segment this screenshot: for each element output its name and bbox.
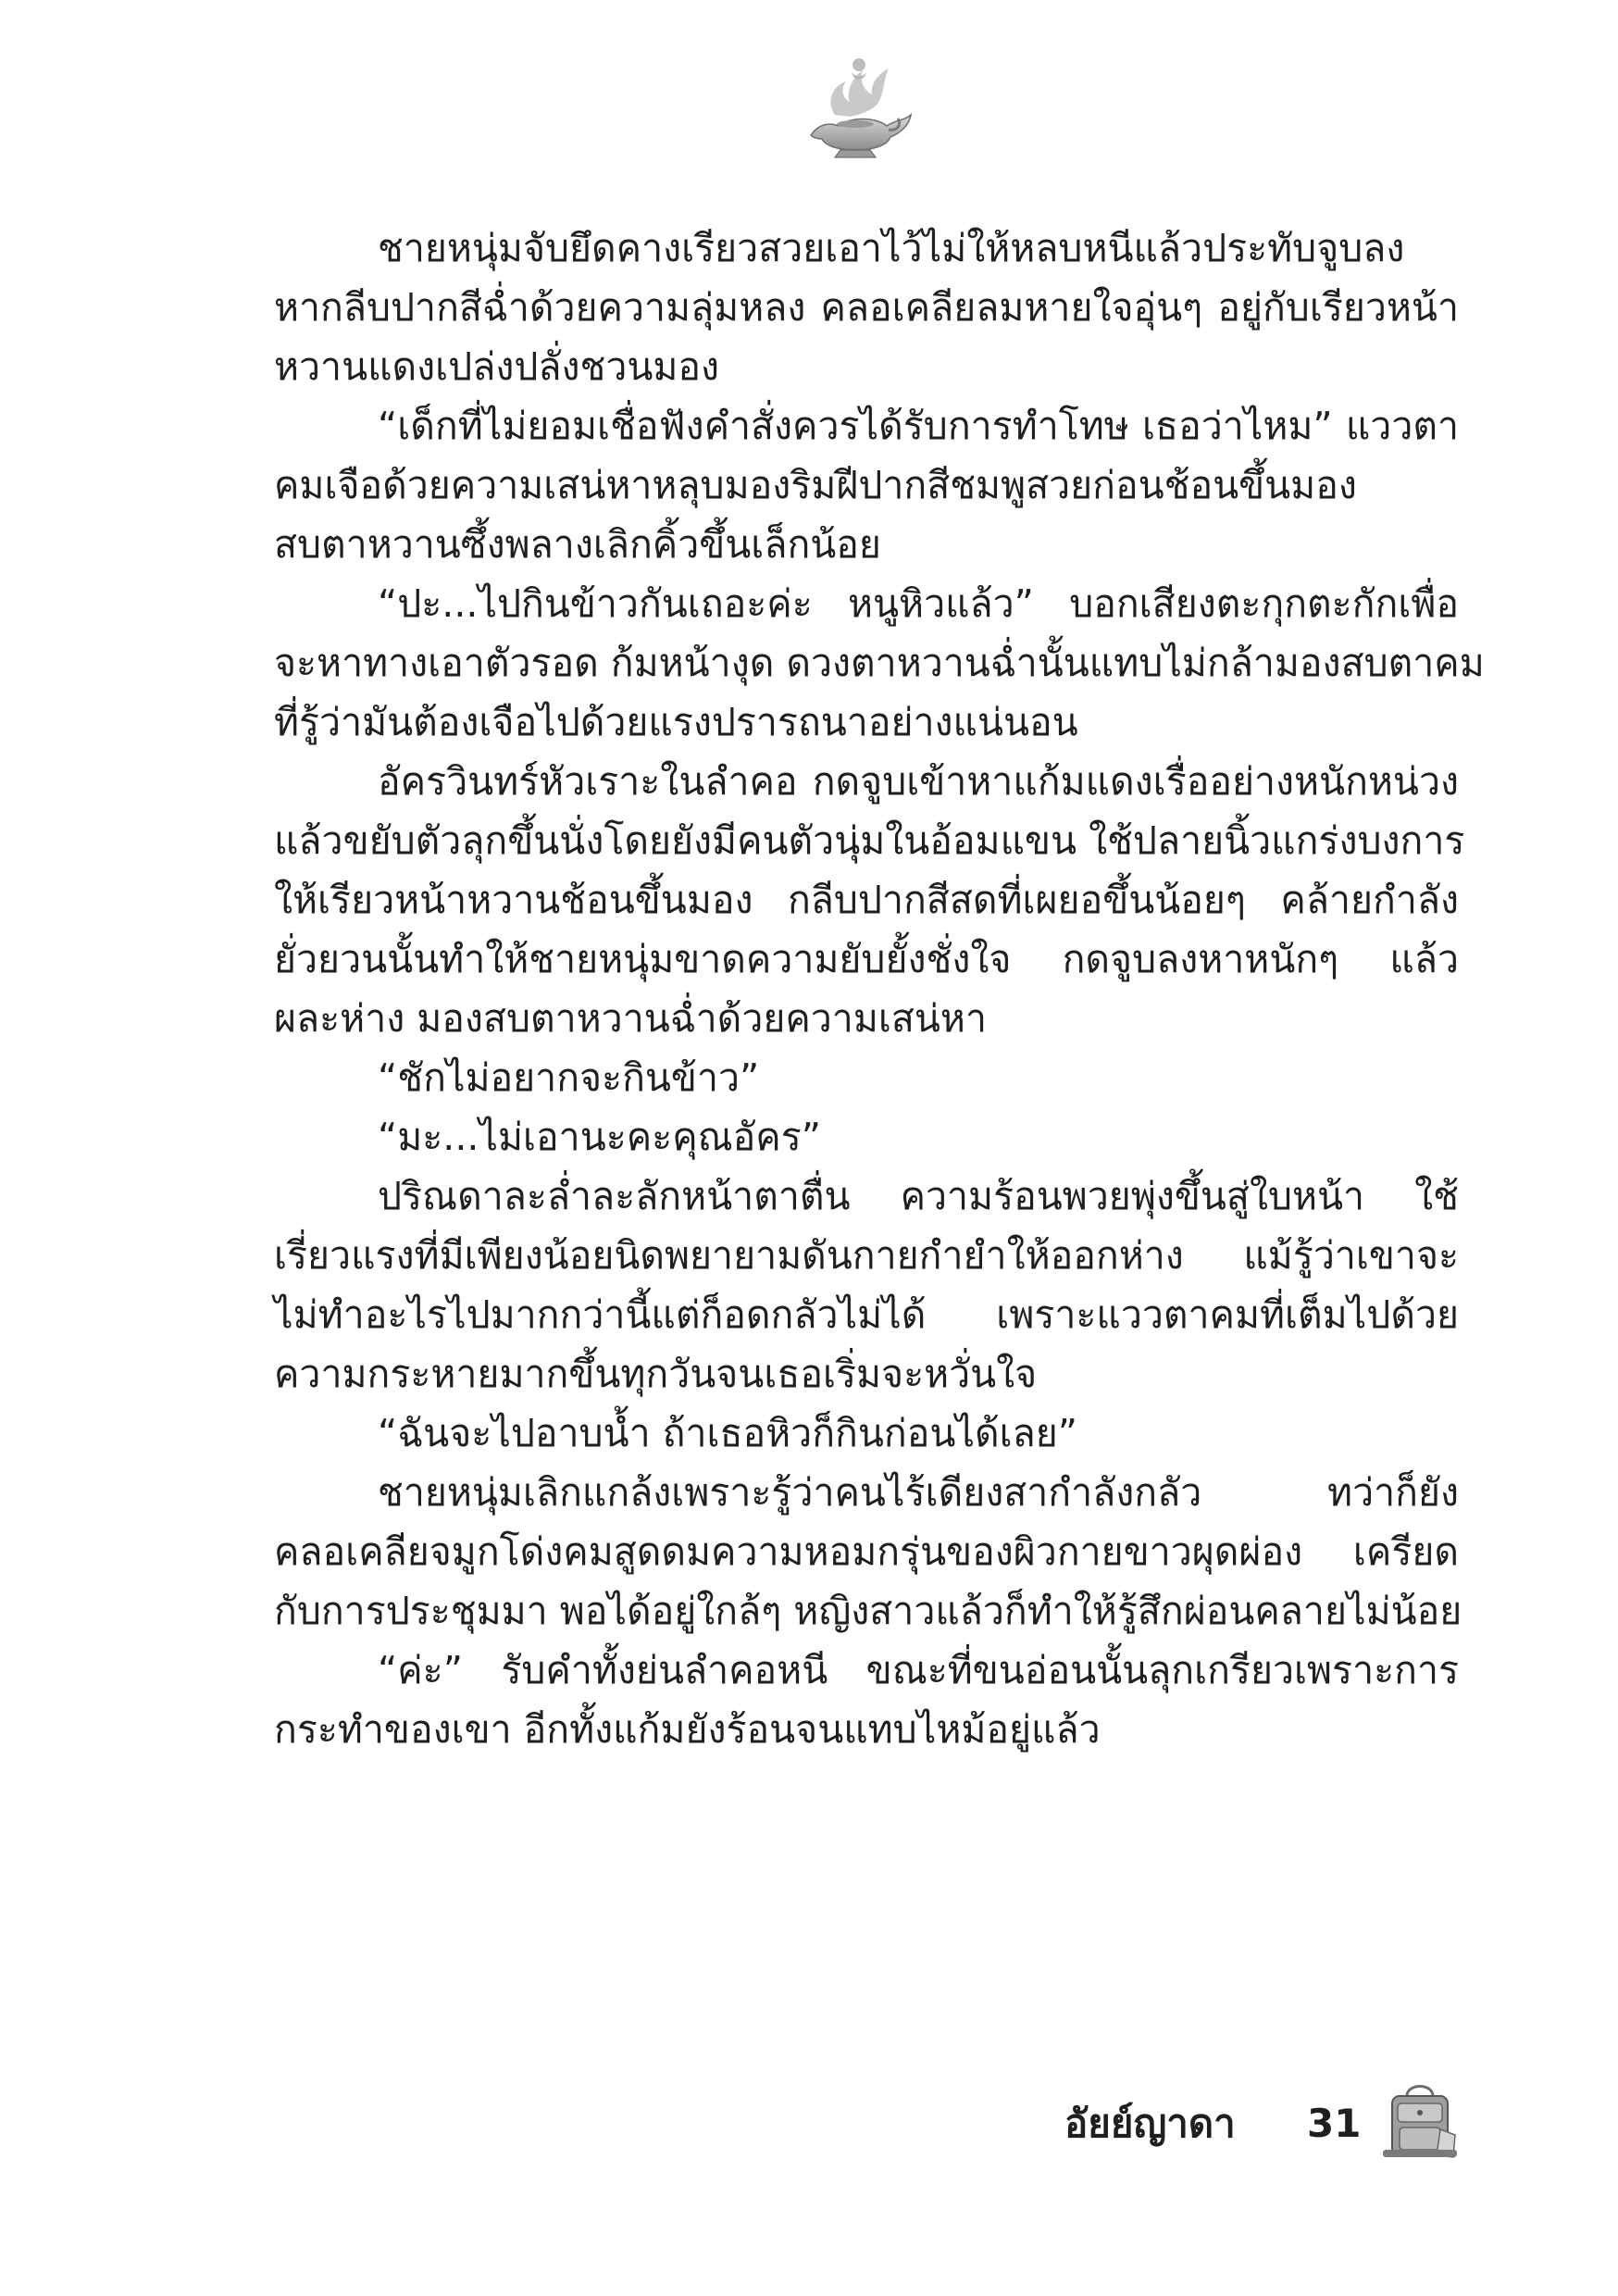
text-line: ปริณดาละล่ำละลักหน้าตาตื่น ความร้อนพวยพุ่งขึ้นสู่ใบหน้า ใช้ [378, 1174, 1459, 1218]
text-line: ความกระหายมากขึ้นทุกวันจนเธอเริ่มจะหวั่นใจ [274, 1352, 1038, 1396]
bag-icon [1379, 2076, 1461, 2165]
text-line: คลอเคลียจมูกโด่งคมสูดดมความหอมกรุ่นของผิวกายขาวผุดผ่อง เครียด [274, 1529, 1459, 1574]
text-line: สบตาหวานซึ้งพลางเลิกคิ้วขึ้นเล็กน้อย [274, 522, 881, 567]
text-line: เรี่ยวแรงที่มีเพียงน้อยนิดพยายามดันกายกำยำให้ออกห่าง แม้รู้ว่าเขาจะ [274, 1233, 1459, 1278]
text-line: หากลีบปากสีฉ่ำด้วยความลุ่มหลง คลอเคลียลมหายใจอุ่นๆ อยู่กับเรียวหน้า [274, 285, 1459, 330]
text-line: “ค่ะ” รับคำทั้งย่นลำคอหนี ขณะที่ขนอ่อนนั้นลุกเกรียวเพราะการ [378, 1648, 1459, 1692]
text-line: กับการประชุมมา พอได้อยู่ใกล้ๆ หญิงสาวแล้วก็ทำให้รู้สึกผ่อนคลายไม่น้อย [274, 1589, 1462, 1633]
text-line: อัครวินทร์หัวเราะในลำคอ กดจูบเข้าหาแก้มแดงเรื่ออย่างหนักหน่วง [378, 759, 1459, 804]
text-line: จะหาทางเอาตัวรอด ก้มหน้างุด ดวงตาหวานฉ่ำนั้นแทบไม่กล้ามองสบตาคม [274, 641, 1485, 685]
text-line: “ฉันจะไปอาบน้ำ ถ้าเธอหิวก็กินก่อนได้เลย” [378, 1411, 1077, 1455]
text-line: แล้วขยับตัวลุกขึ้นนั่งโดยยังมีคนตัวนุ่มในอ้อมแขน ใช้ปลายนิ้วแกร่งบงการ [274, 818, 1465, 863]
text-line: หวานแดงเปล่งปลั่งชวนมอง [274, 344, 720, 389]
text-line: ที่รู้ว่ามันต้องเจือไปด้วยแรงปรารถนาอย่างแน่นอน [274, 700, 1078, 744]
text-line: คมเจือด้วยความเสน่หาหลุบมองริมฝีปากสีชมพูสวยก่อนช้อนขึ้นมอง [274, 463, 1357, 507]
text-line: ยั่วยวนนั้นทำให้ชายหนุ่มขาดความยับยั้งชั่งใจ กดจูบลงหาหนักๆ แล้ว [274, 937, 1459, 981]
text-line: ชายหนุ่มเลิกแกล้งเพราะรู้ว่าคนไร้เดียงสากำลังกลัว ทว่าก็ยัง [378, 1470, 1459, 1515]
text-line: ไม่ทำอะไรไปมากกว่านี้แต่ก็อดกลัวไม่ได้ เพราะแววตาคมที่เต็มไปด้วย [274, 1292, 1459, 1337]
chapter-body [274, 218, 1485, 1759]
text-line: ชายหนุ่มจับยึดคางเรียวสวยเอาไว้ไม่ให้หลบหนีแล้วประทับจูบลง [378, 226, 1405, 270]
text-line: “ปะ...ไปกินข้าวกันเถอะค่ะ หนูหิวแล้ว” บอกเสียงตะกุกตะกักเพื่อ [378, 581, 1459, 626]
footer-author: อัยย์ญาดา [1064, 2101, 1236, 2146]
text-line: ผละห่าง มองสบตาหวานฉ่ำด้วยความเสน่หา [274, 996, 987, 1041]
genie-lamp-icon [798, 50, 916, 168]
page-number: 31 [1307, 2101, 1362, 2146]
text-line: “เด็กที่ไม่ยอมเชื่อฟังคำสั่งควรได้รับการทำโทษ เธอว่าไหม” แววตา [378, 404, 1459, 448]
text-line: “ชักไม่อยากจะกินข้าว” [378, 1055, 760, 1100]
text-line: “มะ...ไม่เอานะคะคุณอัคร” [378, 1115, 821, 1159]
text-line: กระทำของเขา อีกทั้งแก้มยังร้อนจนแทบไหม้อยู่แล้ว [274, 1707, 1101, 1752]
text-line: ให้เรียวหน้าหวานช้อนขึ้นมอง กลีบปากสีสดที่เผยอขึ้นน้อยๆ คล้ายกำลัง [274, 878, 1459, 922]
